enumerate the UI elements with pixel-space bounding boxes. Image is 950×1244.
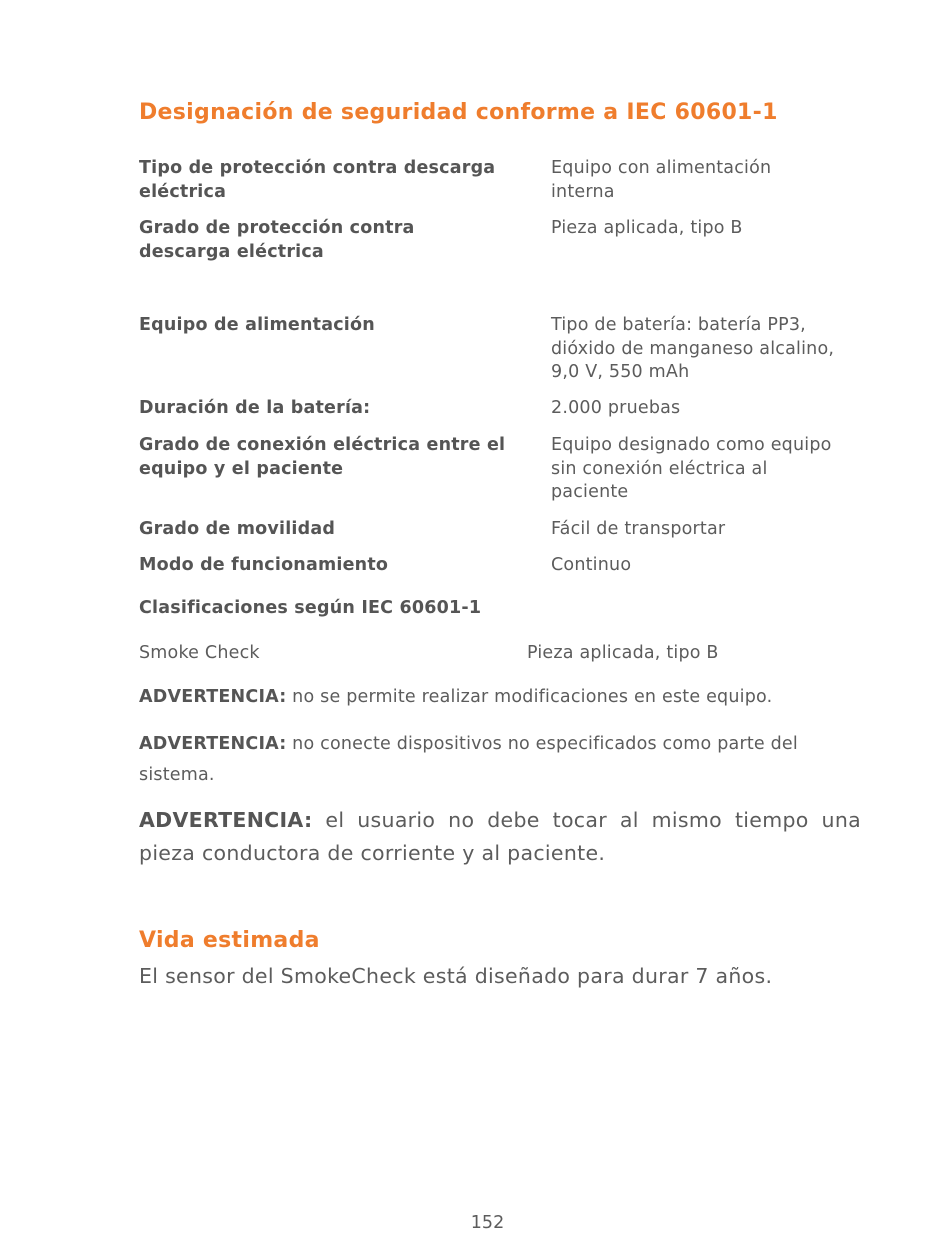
row-label-operation-mode: Modo de funcionamiento — [139, 555, 389, 575]
row-value-protection-type: Equipo con alimentación interna — [551, 158, 772, 202]
classification-item-value: Pieza aplicada, tipo B — [527, 643, 719, 663]
warning-prefix: ADVERTENCIA: — [139, 808, 313, 832]
warning-text: no se permite realizar modificaciones en este equipo. — [286, 687, 773, 707]
section-title: Designación de seguridad conforme a IEC 60601-1 — [139, 100, 778, 125]
classifications-heading: Clasificaciones según IEC 60601-1 — [139, 598, 482, 618]
row-value-electrical-connection: Equipo designado como equipo sin conexión eléctrica al paciente — [551, 435, 832, 502]
classification-item-name: Smoke Check — [139, 643, 260, 663]
warning-text: no conecte dispositivos no especificados como parte del sistema. — [139, 734, 798, 785]
page-number: 152 — [470, 1213, 505, 1233]
row-label-electrical-connection: Grado de conexión eléctrica entre el equipo y el paciente — [139, 435, 506, 479]
row-value-mobility: Fácil de transportar — [551, 519, 726, 539]
row-value-battery-life: 2.000 pruebas — [551, 398, 681, 418]
row-label-protection-degree: Grado de protección contra descarga eléctrica — [139, 218, 415, 262]
row-value-operation-mode: Continuo — [551, 555, 632, 575]
row-label-battery-life: Duración de la batería: — [139, 398, 371, 418]
row-value-power-equipment: Tipo de batería: batería PP3, dióxido de manganeso alcalino, 9,0 V, 550 mAh — [551, 315, 835, 382]
warning-touch — [139, 804, 861, 870]
warning-prefix: ADVERTENCIA: — [139, 687, 287, 707]
life-text: El sensor del SmokeCheck está diseñado para durar 7 años. — [139, 964, 773, 988]
warning-modifications — [139, 682, 861, 713]
row-label-power-equipment: Equipo de alimentación — [139, 315, 375, 335]
warning-devices — [139, 729, 829, 791]
warning-prefix: ADVERTENCIA: — [139, 734, 287, 754]
life-title: Vida estimada — [139, 928, 320, 953]
warning-text: el usuario no debe tocar al mismo tiempo una pieza conductora de corriente y al paciente. — [139, 808, 861, 865]
row-label-mobility: Grado de movilidad — [139, 519, 336, 539]
row-label-protection-type: Tipo de protección contra descarga eléctrica — [139, 158, 496, 202]
row-value-protection-degree: Pieza aplicada, tipo B — [551, 218, 743, 238]
